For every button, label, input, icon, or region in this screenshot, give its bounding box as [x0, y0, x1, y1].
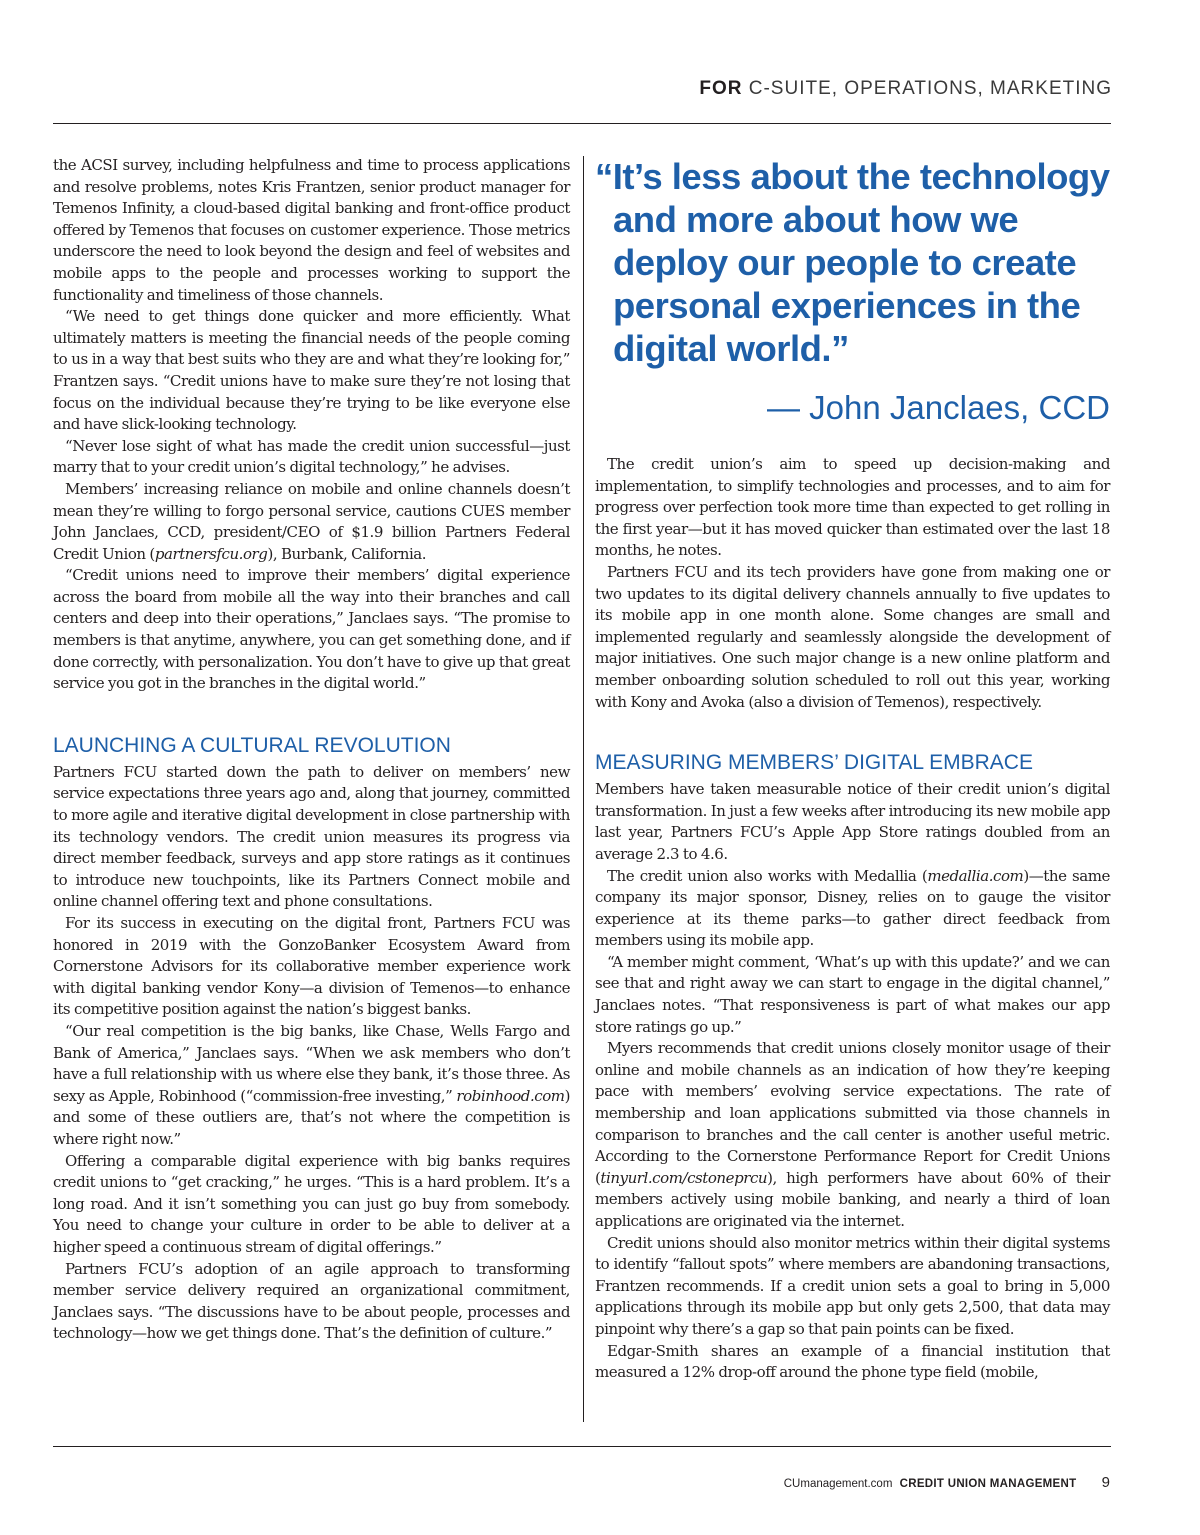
right-section-paragraph-2-text-b: )—the same company its major sponsor, Disney, relies on to gauge the visitor experience at its theme parks—to gather direct feedback from members using its mobile app. [595, 866, 1110, 950]
pull-quote: “It’s less about the technology and more about how we deploy our people to create personal experiences in the digital world.” [595, 156, 1110, 369]
left-section-paragraph-2: For its success in executing on the digital front, Partners FCU was honored in 2019 with the GonzoBanker Ecosystem Award from Cornerstone Advisors for its collaborative member experience work with digital banking vendor Kony—a division of Temenos—to enhance its competitive position against the nation’s biggest banks. [53, 914, 570, 1019]
left-paragraph-1: the ACSI survey, including helpfulness and time to process applications and resolve problems, notes Kris Frantzen, senior product manager for Temenos Infinity, a cloud-based digital banking and front-office product offered by Temenos that focuses on customer experience. Those metrics underscore the need to look beyond the design and feel of websites and mobile apps to the people and processes working to support the functionality and timeliness of those channels. [53, 156, 570, 304]
section-tag-bold: FOR [699, 78, 743, 99]
right-column [595, 155, 1110, 1384]
left-paragraph-5: “Credit unions need to improve their members’ digital experience across the board from mobile all the way into their branches and call centers and deep into their operations,” Janclaes says. “The promise to members is that anytime, anywhere, you can get something done, and if done correctly, with personalization. You don’t have to give up that great service you got in the branches in the digital world.” [53, 566, 570, 693]
section-heading-cultural-revolution: LAUNCHING A CULTURAL REVOLUTION [53, 733, 451, 757]
section-tag [699, 78, 1112, 100]
left-section-paragraph-5: Partners FCU’s adoption of an agile approach to transforming member service delivery required an organizational commitment, Janclaes says. “The discussions have to be about people, processes and technology—how we get things done. That’s the definition of culture.” [53, 1259, 570, 1343]
footer-publication: CREDIT UNION MANAGEMENT [899, 1478, 1077, 1490]
left-section-paragraph-3-text-a: “Our real competition is the big banks, like Chase, Wells Fargo and Bank of America,” Janclaes says. “When we ask members who don’t have a full relationship with us where else they bank, it’s those three. As sexy as Apple, Robinhood (“commission-free investing,” [53, 1021, 570, 1105]
section-tag-audience: C-SUITE, OPERATIONS, MARKETING [742, 78, 1112, 99]
right-section-paragraph-4-text-b: ), high performers have about 60% of their members actively using mobile banking, and nearly a third of loan applications are originated via the internet. [595, 1168, 1110, 1230]
left-section-paragraph-1: Partners FCU started down the path to deliver on members’ new service expectations three years ago and, along that journey, committed to more agile and iterative digital development in close partnership with its technology vendors. The credit union measures its progress via direct member feedback, surveys and app store ratings as it continues to introduce new touchpoints, like its Partners Connect mobile and online channel offering text and phone consultations. [53, 762, 570, 911]
right-section-paragraph-1: Members have taken measurable notice of their credit union’s digital transformation. In just a few weeks after introducing its new mobile app last year, Partners FCU’s Apple App Store ratings doubled from an average 2.3 to 4.6. [595, 780, 1110, 863]
robinhood-url: robinhood.com [456, 1086, 565, 1105]
section-heading-digital-embrace: MEASURING MEMBERS’ DIGITAL EMBRACE [595, 751, 1033, 775]
left-column [53, 155, 570, 1345]
right-paragraph-1: The credit union’s aim to speed up decision-making and implementation, to simplify technologies and processes, and to aim for progress over perfection took more time than expected to get rolling in the first year—but it has moved quicker than estimated over the last 18 months, he notes. [595, 455, 1110, 560]
left-section-paragraph-3 [53, 1021, 570, 1151]
right-section-paragraph-6: Edgar-Smith shares an example of a financial institution that measured a 12% drop-off around the phone type field (mobile, [595, 1341, 1110, 1382]
right-section-paragraph-3: “A member might comment, ‘What’s up with this update?’ and we can see that and right away we can start to engage in the digital channel,” Janclaes notes. “That responsiveness is part of what makes our app store ratings go up.” [595, 952, 1110, 1036]
left-paragraph-4-text-a: Members’ increasing reliance on mobile and online channels doesn’t mean they’re willing to forgo personal service, cautions CUES member John Janclaes, CCD, president/CEO of $1.9 billion Partners Federal Credit Union ( [53, 479, 570, 563]
page-footer [784, 1474, 1110, 1491]
right-section-paragraph-2 [595, 866, 1110, 952]
medallia-url: medallia.com [927, 866, 1024, 885]
pull-quote-attribution: — John Janclaes, CCD [767, 389, 1110, 426]
left-paragraph-4 [53, 479, 570, 565]
left-section-paragraph-4: Offering a comparable digital experience with big banks requires credit unions to “get cracking,” he urges. “This is a hard problem. It’s a long road. And it isn’t something you can just go buy from somebody. You need to change your culture in order to be able to deliver at a higher speed a continuous stream of digital offerings.” [53, 1151, 570, 1256]
right-paragraph-2: Partners FCU and its tech providers have gone from making one or two updates to its digital delivery channels annually to five updates to its mobile app in one month alone. Some changes are small and implemented regularly and seamlessly alongside the development of major initiatives. One such major change is a new online platform and member onboarding solution scheduled to roll out this year, working with Kony and Avoka (also a division of Temenos), respectively. [595, 562, 1110, 711]
bottom-rule [53, 1446, 1111, 1447]
page-number: 9 [1101, 1474, 1110, 1491]
left-section-paragraph-3-text-b: ) and some of these outliers are, that’s not where the competition is where right now.” [53, 1086, 570, 1148]
right-section-paragraph-4-text-a: Myers recommends that credit unions closely monitor usage of their online and mobile channels as an indication of how they’re keeping pace with members’ evolving service expectations. The rate of membership and loan applications submitted via those channels in comparison to branches and the call center is another useful metric. According to the Cornerstone Performance Report for Credit Unions ( [595, 1039, 1110, 1187]
left-paragraph-2: “We need to get things done quicker and more efficiently. What ultimately matters is meeting the financial needs of the people coming to us in a way that best suits who they are and what they’re looking for,” Frantzen says. “Credit unions have to make sure they’re not losing that focus on the individual because they’re trying to be like everyone else and have slick-looking technology. [53, 307, 570, 434]
right-section-paragraph-5: Credit unions should also monitor metrics within their digital systems to identify “fallout spots” where members are abandoning transactions, Frantzen recommends. If a credit union sets a goal to bring in 5,000 applications through its mobile app but only gets 2,500, that data may pinpoint why there’s a gap so that pain points can be fixed. [595, 1233, 1110, 1338]
right-section-paragraph-2-text-a: The credit union also works with Medallia ( [607, 866, 928, 885]
right-section-paragraph-4 [595, 1038, 1110, 1232]
partnersfcu-url: partnersfcu.org [154, 544, 268, 563]
left-paragraph-4-text-b: ), Burbank, California. [267, 544, 427, 563]
footer-site: CUmanagement.com [783, 1478, 893, 1490]
column-divider [583, 156, 584, 1422]
left-paragraph-3: “Never lose sight of what has made the credit union successful—just marry that to your credit union’s digital technology,” he advises. [53, 436, 570, 477]
top-rule [53, 123, 1111, 124]
cornerstone-url: tinyurl.com/cstoneprcu [600, 1168, 768, 1187]
